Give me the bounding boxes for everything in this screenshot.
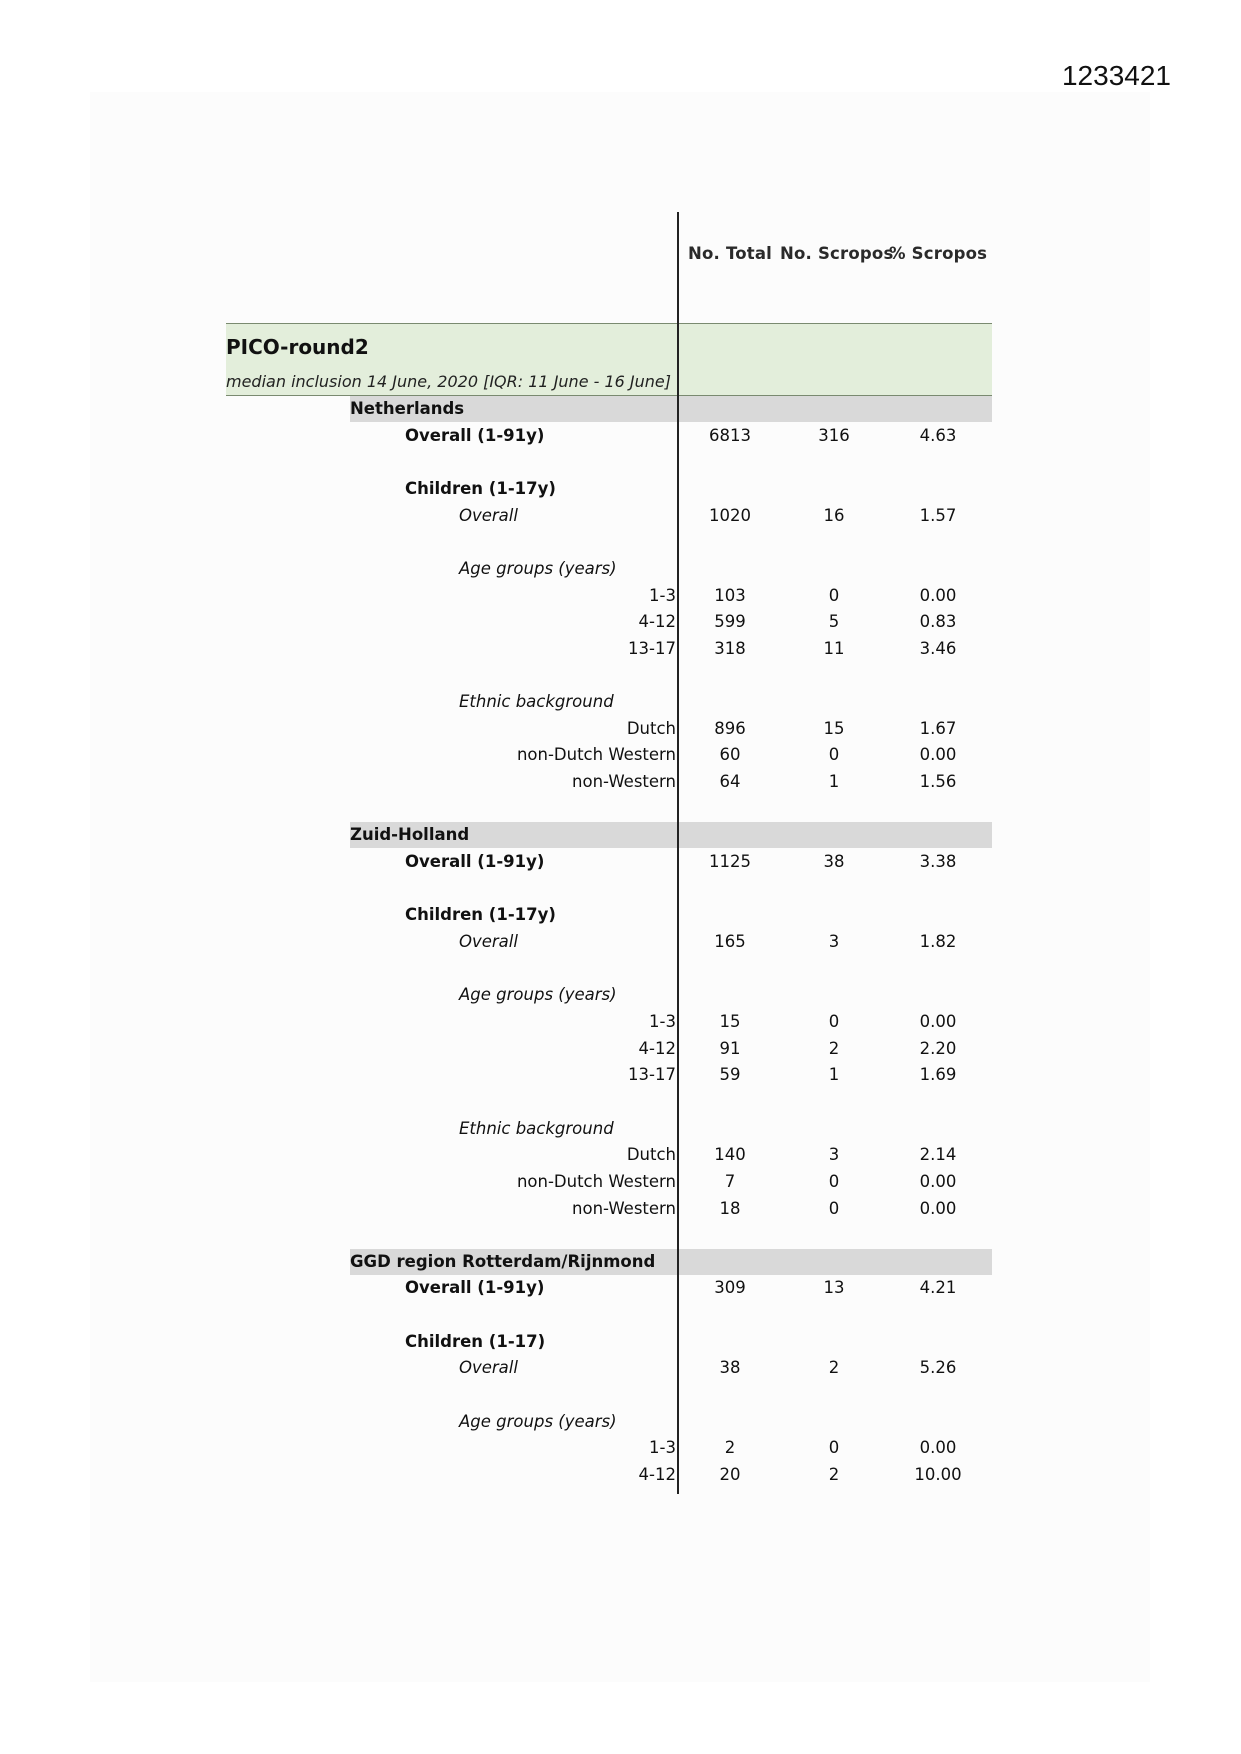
region-row xyxy=(0,822,1241,848)
cell-scropos: 0 xyxy=(828,585,840,605)
row-label: Overall xyxy=(459,1358,518,1378)
row-label: 4-12 xyxy=(638,1465,676,1484)
table-row xyxy=(0,1435,1241,1461)
column-divider xyxy=(677,212,679,1494)
cell-scropos: 2 xyxy=(828,1465,840,1484)
document-number: 1233421 xyxy=(1061,60,1171,91)
row-label: non-Dutch Western xyxy=(516,1171,676,1191)
cell-pct: 4.63 xyxy=(919,425,957,445)
cell-pct: 5.26 xyxy=(919,1358,957,1378)
cell-scropos: 0 xyxy=(828,1198,840,1218)
row-label: Overall (1-91y) xyxy=(405,852,545,872)
cell-pct: 2.20 xyxy=(919,1038,957,1058)
table-row xyxy=(0,929,1241,955)
cell-total: 2 xyxy=(724,1438,736,1458)
cell-total: 7 xyxy=(724,1171,736,1191)
section-subtitle: median inclusion 14 June, 2020 [IQR: 11 June - 16 June] xyxy=(226,372,672,391)
cell-scropos: 0 xyxy=(828,745,840,765)
region-label: GGD region Rotterdam/Rijnmond xyxy=(350,1251,656,1271)
table-row xyxy=(0,1142,1241,1168)
cell-pct: 0.00 xyxy=(919,1011,957,1031)
table-row xyxy=(0,1329,1241,1355)
cell-scropos: 1 xyxy=(828,1065,840,1085)
cell-total: 60 xyxy=(719,745,741,765)
cell-total: 103 xyxy=(714,585,746,605)
cell-pct: 10.00 xyxy=(914,1465,962,1484)
cell-total: 59 xyxy=(719,1065,741,1085)
row-label: 4-12 xyxy=(638,612,676,632)
cell-scropos: 38 xyxy=(823,852,845,872)
row-label: non-Dutch Western xyxy=(516,745,676,765)
row-label: Children (1-17y) xyxy=(405,478,556,498)
table-row xyxy=(0,689,1241,715)
table-row xyxy=(0,1275,1241,1301)
cell-pct: 2.14 xyxy=(919,1145,957,1165)
cell-total: 318 xyxy=(714,638,746,658)
table-row xyxy=(0,636,1241,662)
table-row xyxy=(0,423,1241,449)
cell-pct: 3.46 xyxy=(919,638,957,658)
table-row xyxy=(0,1355,1241,1381)
cell-total: 64 xyxy=(719,772,741,792)
table-row xyxy=(0,1409,1241,1435)
cell-pct: 1.57 xyxy=(919,505,957,525)
table-row xyxy=(0,1462,1241,1488)
row-label: 13-17 xyxy=(628,1065,676,1085)
cell-total: 91 xyxy=(719,1038,741,1058)
section-top-border xyxy=(226,323,992,324)
cell-total: 165 xyxy=(714,932,746,951)
cell-scropos: 3 xyxy=(828,932,840,951)
column-header-total: No. Total xyxy=(688,244,773,263)
cell-total: 38 xyxy=(719,1358,741,1378)
cell-pct: 0.00 xyxy=(919,585,957,605)
row-label: Ethnic background xyxy=(459,692,614,712)
table-row xyxy=(0,1036,1241,1062)
region-label: Netherlands xyxy=(350,399,465,418)
row-label: 1-3 xyxy=(649,1011,676,1031)
cell-scropos: 0 xyxy=(828,1011,840,1031)
cell-total: 896 xyxy=(714,718,746,738)
cell-total: 20 xyxy=(719,1465,741,1484)
table-row xyxy=(0,982,1241,1008)
table-row xyxy=(0,476,1241,502)
cell-total: 1020 xyxy=(709,505,751,525)
region-label: Zuid-Holland xyxy=(350,825,470,845)
section-title: PICO-round2 xyxy=(226,335,369,359)
table-row xyxy=(0,1196,1241,1222)
cell-total: 140 xyxy=(714,1145,746,1165)
region-row xyxy=(0,1249,1241,1275)
cell-pct: 0.00 xyxy=(919,1198,957,1218)
cell-pct: 1.69 xyxy=(919,1065,957,1085)
table-row xyxy=(0,1169,1241,1195)
row-label: Overall (1-91y) xyxy=(405,425,545,445)
table-row xyxy=(0,583,1241,609)
cell-scropos: 316 xyxy=(818,425,850,445)
cell-scropos: 2 xyxy=(828,1038,840,1058)
row-label: Dutch xyxy=(626,1145,676,1165)
cell-pct: 1.82 xyxy=(919,932,957,951)
cell-pct: 0.00 xyxy=(919,1171,957,1191)
table-row xyxy=(0,769,1241,795)
row-label: Overall (1-91y) xyxy=(405,1278,545,1298)
region-row xyxy=(0,396,1241,422)
cell-scropos: 0 xyxy=(828,1171,840,1191)
row-label: Overall xyxy=(459,932,518,951)
row-label: Age groups (years) xyxy=(459,985,617,1005)
table-row xyxy=(0,742,1241,768)
cell-pct: 3.38 xyxy=(919,852,957,872)
cell-pct: 0.83 xyxy=(919,612,957,632)
row-label: 1-3 xyxy=(649,1438,676,1458)
table-row xyxy=(0,503,1241,529)
cell-pct: 0.00 xyxy=(919,745,957,765)
table-row xyxy=(0,1062,1241,1088)
cell-scropos: 13 xyxy=(823,1278,845,1298)
table-row xyxy=(0,1009,1241,1035)
cell-scropos: 3 xyxy=(828,1145,840,1165)
row-label: 13-17 xyxy=(628,638,676,658)
table-row xyxy=(0,609,1241,635)
cell-total: 18 xyxy=(719,1198,741,1218)
cell-scropos: 1 xyxy=(828,772,840,792)
cell-scropos: 16 xyxy=(823,505,845,525)
row-label: Age groups (years) xyxy=(459,558,617,578)
row-label: Age groups (years) xyxy=(459,1411,617,1431)
cell-total: 15 xyxy=(719,1011,741,1031)
cell-scropos: 11 xyxy=(823,638,845,658)
cell-pct: 1.67 xyxy=(919,718,957,738)
cell-total: 599 xyxy=(714,612,746,632)
row-label: Dutch xyxy=(626,718,676,738)
cell-total: 309 xyxy=(714,1278,746,1298)
table-row xyxy=(0,1116,1241,1142)
row-label: Children (1-17) xyxy=(405,1331,546,1351)
cell-scropos: 0 xyxy=(828,1438,840,1458)
column-header-pct: % Scropos xyxy=(889,244,988,263)
column-header-scropos: No. Scropos xyxy=(780,244,894,263)
cell-total: 6813 xyxy=(709,425,751,445)
row-label: non-Western xyxy=(572,1198,676,1218)
cell-pct: 4.21 xyxy=(919,1278,957,1298)
row-label: 1-3 xyxy=(649,585,676,605)
cell-pct: 1.56 xyxy=(919,772,957,792)
cell-scropos: 2 xyxy=(828,1358,840,1378)
row-label: Ethnic background xyxy=(459,1118,614,1138)
row-label: non-Western xyxy=(572,772,676,792)
row-label: 4-12 xyxy=(638,1038,676,1058)
table-row xyxy=(0,716,1241,742)
table-row xyxy=(0,556,1241,582)
cell-scropos: 5 xyxy=(828,612,840,632)
row-label: Children (1-17y) xyxy=(405,905,556,925)
cell-pct: 0.00 xyxy=(919,1438,957,1458)
table-row xyxy=(0,902,1241,928)
cell-total: 1125 xyxy=(709,852,751,872)
cell-scropos: 15 xyxy=(823,718,845,738)
table-row xyxy=(0,849,1241,875)
row-label: Overall xyxy=(459,505,518,525)
